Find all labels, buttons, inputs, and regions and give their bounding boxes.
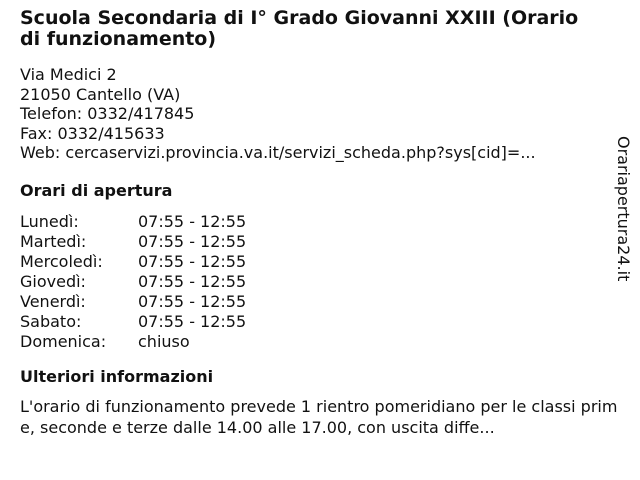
- opening-hours-list: [20, 212, 612, 352]
- fax-number: Fax: 0332/415633: [20, 123, 165, 143]
- page-title: [20, 8, 612, 50]
- time-value: chiuso: [138, 331, 190, 351]
- hours-row-thursday: [20, 272, 612, 292]
- day-label: Sabato:: [20, 311, 82, 331]
- time-value: 07:55 - 12:55: [138, 251, 247, 271]
- hours-row-monday: [20, 212, 612, 232]
- listing-card: [20, 7, 618, 438]
- site-watermark: Orariapertura24.it: [614, 136, 633, 282]
- opening-hours-heading: Orari di apertura: [20, 180, 173, 200]
- day-label: Giovedì:: [20, 271, 86, 291]
- time-value: 07:55 - 12:55: [138, 311, 247, 331]
- day-label: Mercoledì:: [20, 251, 103, 271]
- time-value: 07:55 - 12:55: [138, 211, 247, 231]
- title-line-2: di funzionamento): [20, 28, 217, 50]
- hours-row-tuesday: [20, 232, 612, 252]
- title-line-1: Scuola Secondaria di I° Grado Giovanni XXIII (Orario: [20, 7, 579, 29]
- day-label: Venerdì:: [20, 291, 86, 311]
- street-address: Via Medici 2: [20, 65, 117, 84]
- website-link[interactable]: Web: cercaservizi.provincia.va.it/servizi_scheda.php?sys[cid]=...: [20, 143, 536, 162]
- more-info-heading: Ulteriori informazioni: [20, 366, 214, 386]
- time-value: 07:55 - 12:55: [138, 231, 247, 251]
- phone-number: Telefon: 0332/417845: [20, 104, 195, 123]
- time-value: 07:55 - 12:55: [138, 291, 247, 311]
- address-block: [20, 65, 612, 163]
- hours-row-wednesday: [20, 252, 612, 272]
- day-label: Lunedì:: [20, 211, 79, 231]
- hours-row-friday: [20, 292, 612, 312]
- more-info-text: L'orario di funzionamento prevede 1 rientro pomeridiano per le classi prime, seconde e terze dalle 14.00 alle 17.00, con uscita diffe...: [20, 396, 618, 437]
- day-label: Domenica:: [20, 331, 107, 351]
- city-address: 21050 Cantello (VA): [20, 84, 181, 104]
- time-value: 07:55 - 12:55: [138, 271, 247, 291]
- hours-row-sunday: [20, 332, 612, 352]
- day-label: Martedì:: [20, 231, 87, 251]
- hours-row-saturday: [20, 312, 612, 332]
